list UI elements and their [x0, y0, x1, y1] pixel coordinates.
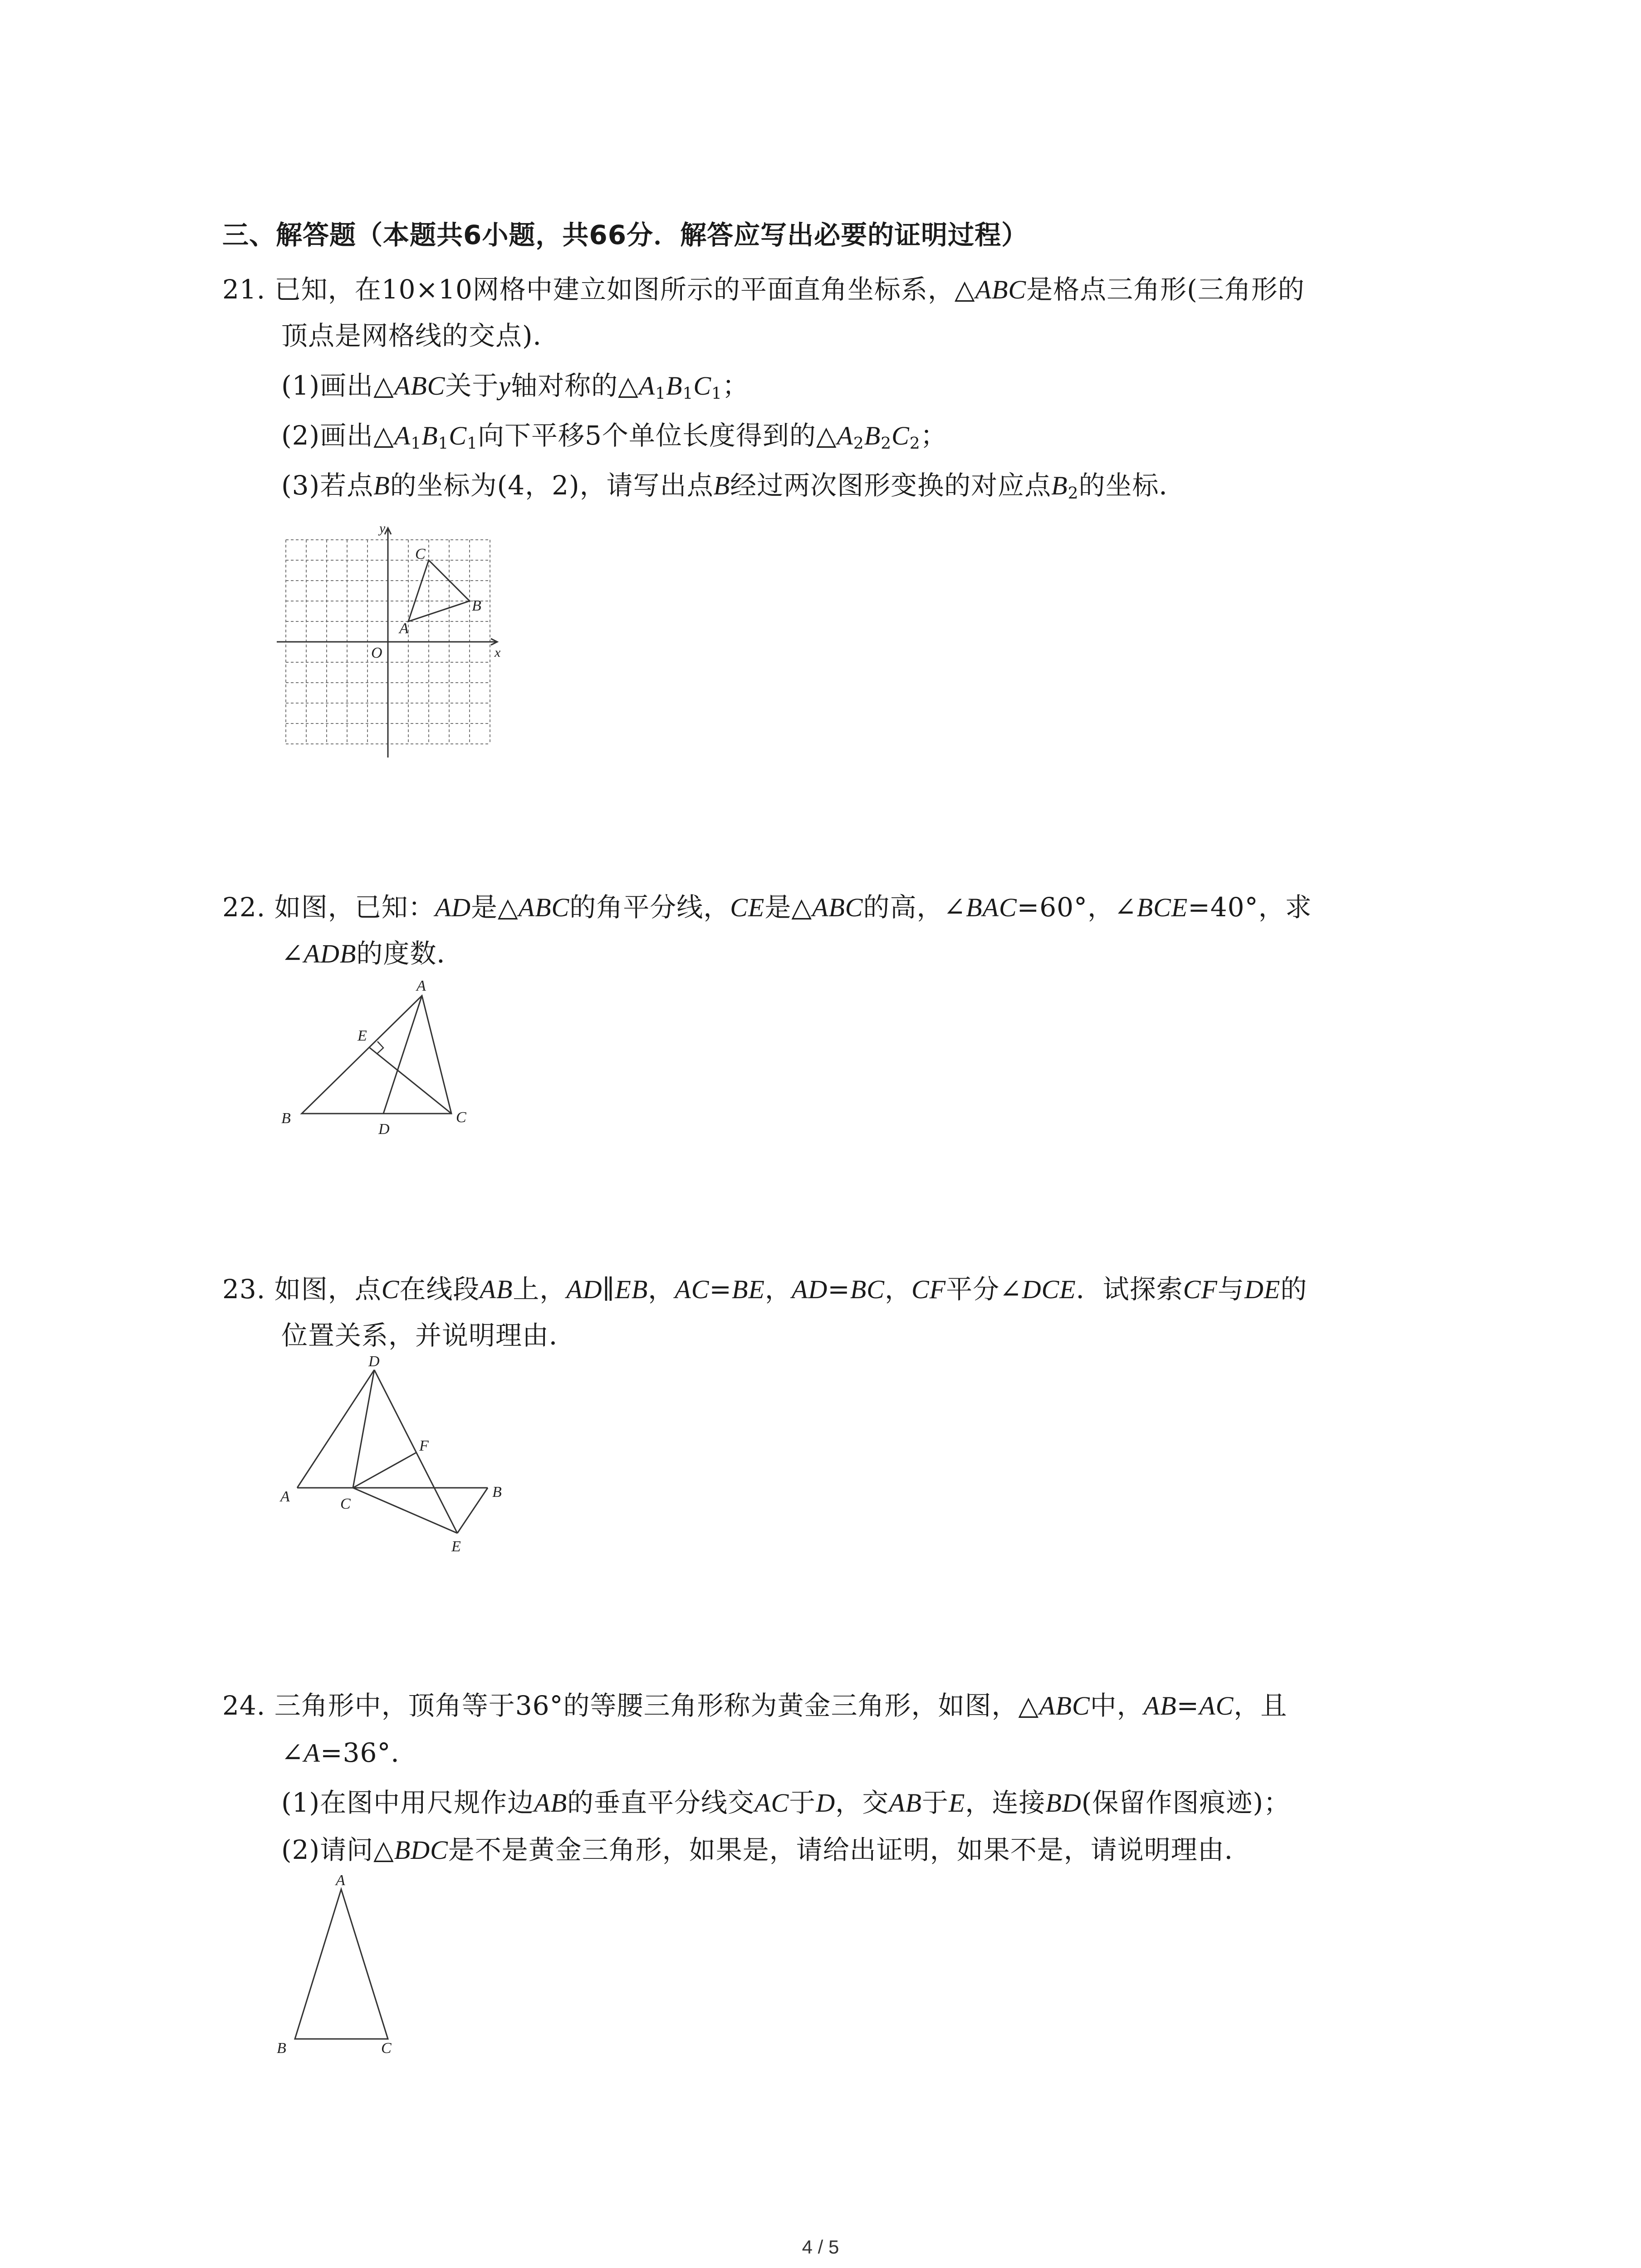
q21-grid-figure [277, 522, 504, 758]
q24-sub-2: (2)请问△BDC是不是黄金三角形，如果是，请给出证明，如果不是，请说明理由． [281, 1834, 1251, 1865]
segment-ce [353, 1488, 457, 1533]
q22-line-1: 22. 如图，已知：AD是△ABC的角平分线，CE是△ABC的高，∠BAC=60°，∠BCE=40°，求 [222, 892, 1312, 923]
q21-number: 21. [222, 274, 266, 305]
label-a: A [399, 620, 409, 637]
q24-number: 24. [222, 1690, 266, 1721]
segment-ce [370, 1048, 451, 1114]
segment-dc [353, 1370, 374, 1488]
q22-triangle-figure [272, 975, 490, 1143]
q24-line-2: ∠A=36°． [281, 1737, 418, 1768]
label-o: O [371, 645, 382, 661]
label-d: D [378, 1121, 390, 1138]
q24-line-1: 24. 三角形中，顶角等于36°的等腰三角形称为黄金三角形，如图，△ABC中，AB=AC，且 [222, 1690, 1288, 1721]
section-title: 三、解答题（本题共6小题，共66分．解答应写出必要的证明过程） [222, 220, 1029, 250]
q23-number: 23. [222, 1274, 266, 1305]
segment-eb [457, 1488, 488, 1533]
q24-sub-1: (1)在图中用尺规作边AB的垂直平分线交AC于D，交AB于E，连接BD(保留作图痕迹)； [281, 1787, 1291, 1818]
label-y: y [379, 521, 386, 536]
q21-sub-1: (1)画出△ABC关于y轴对称的$\triangle A_1B_1C_1$； [281, 370, 749, 403]
label-a: A [416, 978, 426, 994]
label-c: C [381, 2040, 392, 2057]
segment-de [374, 1370, 457, 1533]
label-e: E [451, 1538, 461, 1555]
q24-isosceles-figure [272, 1869, 417, 2064]
label-b: B [472, 597, 481, 614]
label-c: C [340, 1496, 351, 1512]
triangle-abc [295, 1889, 388, 2039]
label-a: A [336, 1872, 345, 1889]
q23-line-1: 23. 如图，点C在线段AB上，AD∥EB，AC=BE，AD=BC，CF平分∠DCE．试探索CF与DE的 [222, 1274, 1308, 1305]
q22-number: 22. [222, 892, 266, 923]
q23-line-2: 位置关系，并说明理由． [281, 1320, 576, 1351]
label-c: C [415, 546, 426, 562]
right-angle-mark [377, 1041, 383, 1054]
segment-ad [383, 996, 422, 1114]
q21-sub-3: (3)若点B的坐标为(4，2)，请写出点B经过两次图形变换的对应点$B_2$的坐标． [281, 470, 1186, 503]
segment-ad [297, 1370, 374, 1488]
label-f: F [419, 1437, 429, 1454]
q21-line-2: 顶点是网格线的交点)． [281, 320, 560, 351]
label-b: B [281, 1110, 291, 1127]
triangle-abc [408, 560, 470, 621]
label-b: B [492, 1484, 502, 1501]
q21-sub-2: (2)画出$\triangle A_1B_1C_1$向下平移5个单位长度得到的$\triangle A_2B_2C_2$； [281, 420, 947, 453]
segment-cf [353, 1452, 416, 1488]
label-c: C [456, 1109, 466, 1126]
label-e: E [358, 1027, 367, 1044]
page-number: 4 / 5 [802, 2236, 839, 2258]
label-d: D [368, 1353, 380, 1370]
label-b: B [277, 2040, 286, 2057]
label-a: A [280, 1488, 290, 1505]
q21-line-1: 21. 已知，在10×10网格中建立如图所示的平面直角坐标系，△ABC是格点三角形(三角形的 [222, 274, 1305, 305]
q22-line-2: ∠ADB的度数． [281, 938, 464, 969]
label-x: x [495, 645, 501, 660]
q23-figure [272, 1353, 526, 1565]
